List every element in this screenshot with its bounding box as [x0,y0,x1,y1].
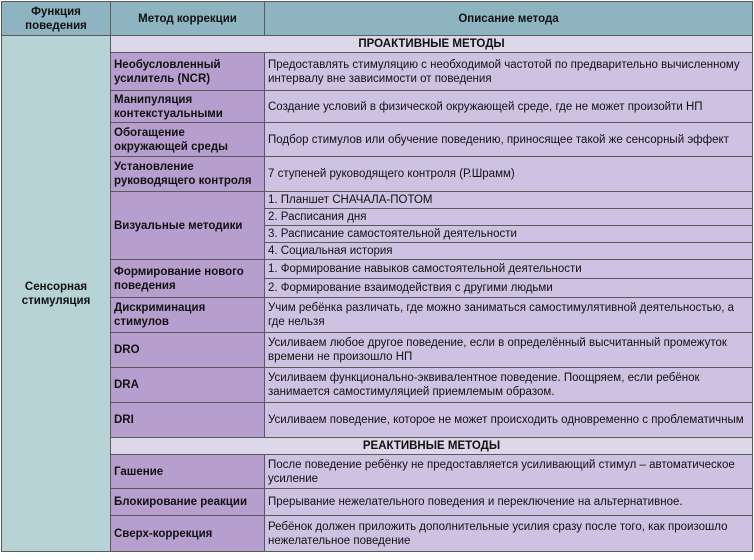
description-cell: Усиливаем функционально-эквивалентное поведение. Поощряем, если ребёнок занимается самостимуляцией приемлемым образом. [265,368,753,403]
method-cell: Установление руководящего контроля [111,157,265,192]
table-row [2,333,753,368]
description-cell: 4. Социальная история [265,243,753,260]
description-cell: После поведение ребёнку не предоставляется усиливающий стимул – автоматическое усиление [265,455,753,489]
table-row [2,123,753,157]
header-function: Функция поведения [2,2,111,36]
table-row [2,368,753,403]
table-row [2,260,753,279]
description-cell: 1. Формирование навыков самостоятельной деятельности [265,260,753,279]
description-cell: 1. Планшет СНАЧАЛА-ПОТОМ [265,192,753,209]
description-cell: Усиливаем поведение, которое не может происходить одновременно с проблематичным [265,403,753,438]
description-cell: Предоставлять стимуляцию с необходимой частотой по предварительно вычисленному интервалу вне зависимости от поведения [265,53,753,91]
methods-table [1,1,753,552]
description-cell: Ребёнок должен приложить дополнительные усилия сразу после того, как произошло нежелательное поведение [265,516,753,552]
table-row [2,298,753,333]
method-cell: Формирование нового поведения [111,260,265,298]
method-cell: Дискриминация стимулов [111,298,265,333]
table-row [2,157,753,192]
section-row-proactive [2,36,753,53]
header-row [2,2,753,36]
method-cell: DRO [111,333,265,368]
description-cell: Усиливаем любое другое поведение, если в определённый высчитанный промежуток времени не произошло НП [265,333,753,368]
section-title-reactive: РЕАКТИВНЫЕ МЕТОДЫ [111,438,753,455]
description-cell: 2. Формирование взаимодействия с другими людьми [265,279,753,298]
description-cell: Прерывание нежелательного поведения и переключение на альтернативное. [265,489,753,516]
table-row [2,53,753,91]
method-cell: Обогащение окружающей среды [111,123,265,157]
description-cell: Учим ребёнка различать, где можно заниматься самостимулятивной деятельностью, а где нельзя [265,298,753,333]
description-cell: Подбор стимулов или обучение поведению, приносящее такой же сенсорный эффект [265,123,753,157]
section-row-reactive [2,438,753,455]
table-row [2,455,753,489]
description-cell: 7 ступеней руководящего контроля (Р.Шрамм) [265,157,753,192]
method-cell: DRI [111,403,265,438]
table-row [2,192,753,209]
function-cell: Сенсорная стимуляция [2,36,111,552]
description-cell: 2. Расписания дня [265,209,753,226]
method-cell: Необусловленный усилитель (NCR) [111,53,265,91]
method-cell: Сверх-коррекция [111,516,265,552]
method-cell: Гашение [111,455,265,489]
header-description: Описание метода [265,2,753,36]
description-cell: 3. Расписание самостоятельной деятельности [265,226,753,243]
table-row [2,403,753,438]
table-row [2,91,753,123]
table-row [2,516,753,552]
method-cell: Визуальные методики [111,192,265,260]
table-row [2,489,753,516]
section-title-proactive: ПРОАКТИВНЫЕ МЕТОДЫ [111,36,753,53]
method-cell: Манипуляция контекстуальными [111,91,265,123]
description-cell: Создание условий в физической окружающей среде, где не может произойти НП [265,91,753,123]
method-cell: Блокирование реакции [111,489,265,516]
header-method: Метод коррекции [111,2,265,36]
method-cell: DRA [111,368,265,403]
